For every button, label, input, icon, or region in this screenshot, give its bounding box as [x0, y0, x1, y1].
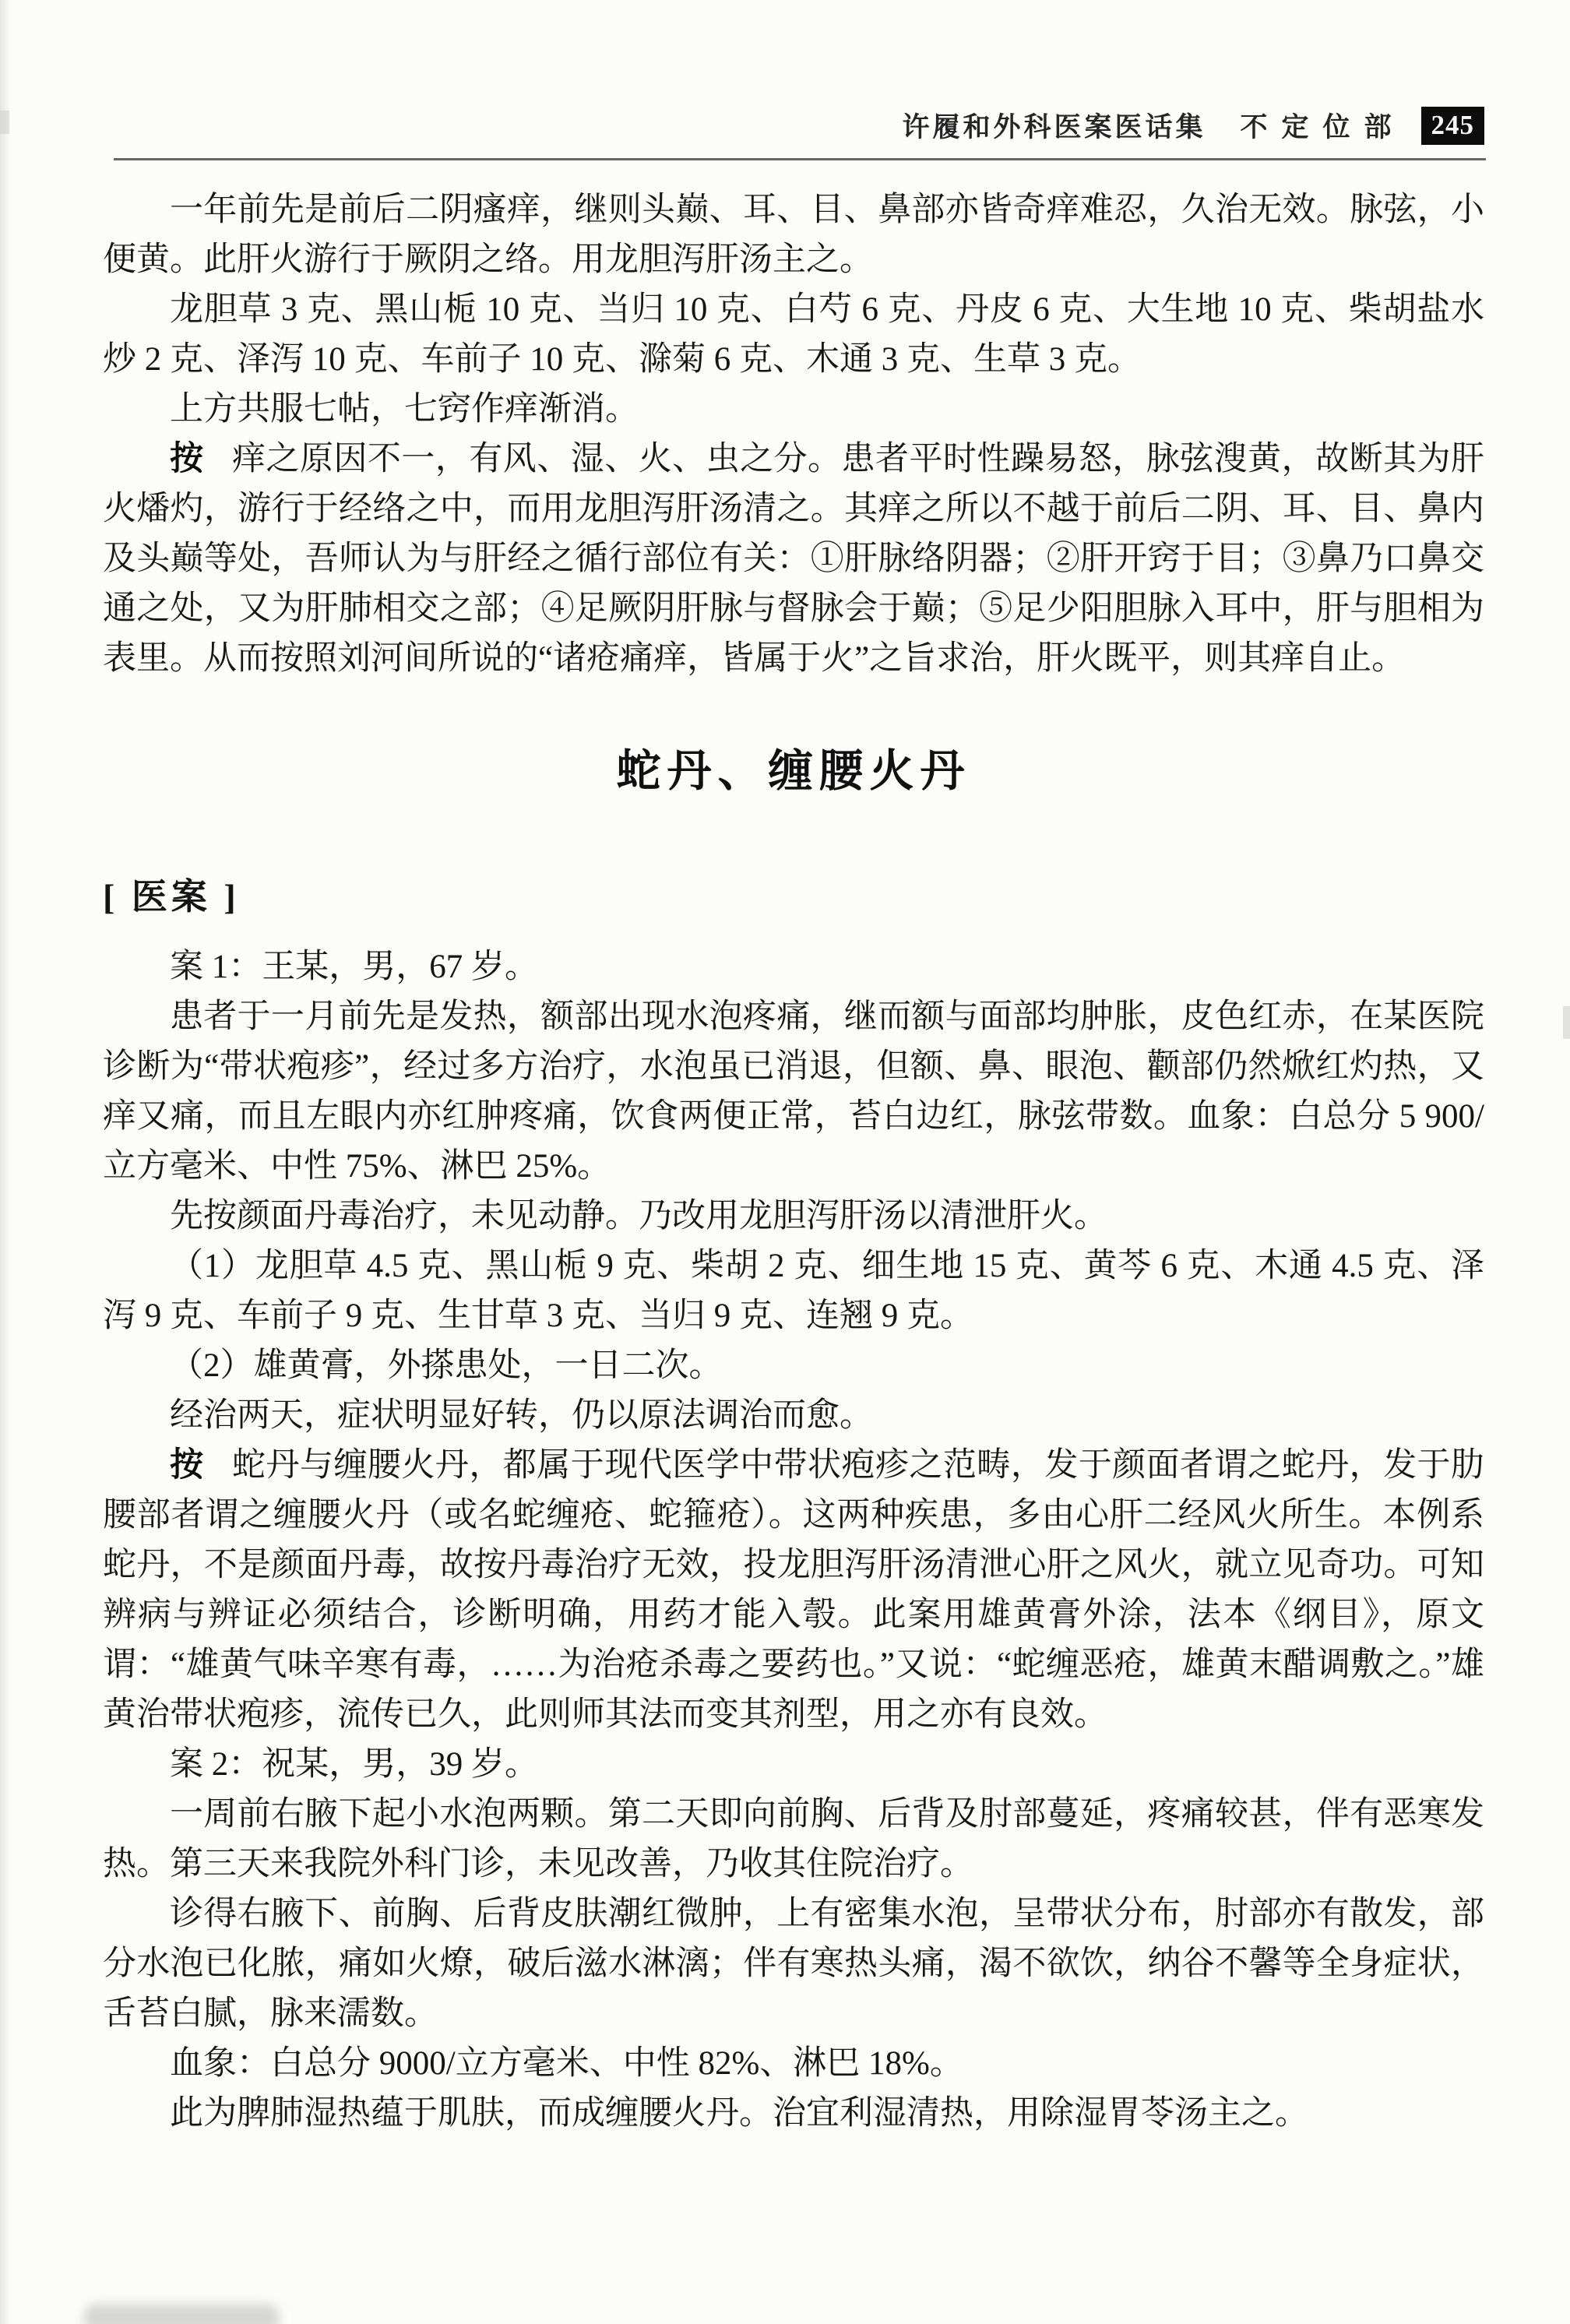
paragraph-text: 龙胆草 3 克、黑山栀 10 克、当归 10 克、白芍 6 克、丹皮 6 克、大生地 10 克、柴胡盐水炒 2 克、泽泻 10 克、车前子 10 克、滁菊 6 克、木通 3 克、生草 3 克。 — [103, 291, 1484, 378]
paragraph — [103, 1341, 1484, 1391]
header-divider — [114, 158, 1486, 160]
scan-artifact-right-tick — [1563, 1006, 1570, 1039]
paragraph-text: 血象：白总分 9000/立方毫米、中性 82%、淋巴 18%。 — [170, 2045, 963, 2082]
paragraph-text: （1）龙胆草 4.5 克、黑山栀 9 克、柴胡 2 克、细生地 15 克、黄芩 6 克、木通 4.5 克、泽泻 9 克、车前子 9 克、生甘草 3 克、当归 9 克、连翘 9 克。 — [103, 1248, 1484, 1334]
page-header — [902, 106, 1484, 145]
scan-artifact-left-tick — [0, 111, 9, 134]
paragraph — [103, 2089, 1484, 2139]
paragraph — [103, 1192, 1484, 1241]
paragraph — [103, 942, 1484, 992]
paragraph — [103, 1241, 1484, 1341]
paragraph-text: 诊得右腋下、前胸、后背皮肤潮红微肿，上有密集水泡，呈带状分布，肘部亦有散发，部分水泡已化脓，痛如火燎，破后滋水淋漓；伴有寒热头痛，渴不欲饮，纳谷不馨等全身症状，舌苔白腻，脉来濡数。 — [103, 1896, 1484, 2032]
paragraph — [103, 185, 1484, 285]
paragraph — [103, 1889, 1484, 2039]
paragraph — [103, 992, 1484, 1192]
case-text-part2 — [103, 942, 1484, 2139]
paragraph — [103, 1790, 1484, 1889]
paragraph — [103, 2039, 1484, 2089]
paragraph-text: 患者于一月前先是发热，额部出现水泡疼痛，继而额与面部均肿胀，皮色红赤，在某医院诊断为“带状疱疹”，经过多方治疗，水泡虽已消退，但额、鼻、眼泡、颧部仍然焮红灼热，又痒又痛，而且左眼内亦红肿疼痛，饮食两便正常，苔白边红，脉弦带数。血象：白总分 5 900/立方毫米、中性 75%、淋巴 25%。 — [103, 998, 1484, 1185]
paragraph-text: 案 1：王某，男，67 岁。 — [170, 949, 538, 985]
scan-artifact-bottom-smudge — [84, 2304, 279, 2324]
section-name: 不定位部 — [1240, 112, 1406, 143]
paragraph — [103, 385, 1484, 435]
paragraph-text: 经治两天，症状明显好转，仍以原法调治而愈。 — [170, 1397, 873, 1434]
case-text-part1 — [103, 185, 1484, 684]
paragraph-text: 案 2：祝某，男，39 岁。 — [170, 1746, 538, 1783]
paragraph-text: 此为脾肺湿热蕴于肌肤，而成缠腰火丹。治宜利湿清热，用除湿胃苓汤主之。 — [170, 2095, 1308, 2132]
paragraph-text: 一周前右腋下起小水泡两颗。第二天即向前胸、后背及肘部蔓延，疼痛较甚，伴有恶寒发热。第三天来我院外科门诊，未见改善，乃收其住院治疗。 — [103, 1796, 1484, 1882]
section-title: 蛇丹、缠腰火丹 — [616, 747, 971, 796]
case-records-label: [ 医案 ] — [103, 877, 240, 917]
paragraph — [103, 1391, 1484, 1441]
scan-artifact-left-edge — [0, 0, 11, 2324]
paragraph-text: 上方共服七帖，七窍作痒渐消。 — [170, 391, 639, 428]
paragraph-text: （2）雄黄膏，外搽患处，一日二次。 — [170, 1347, 723, 1384]
paragraph — [103, 1441, 1484, 1740]
note-label: 按 — [170, 1447, 204, 1484]
page-content — [103, 185, 1484, 2139]
paragraph-text: 痒之原因不一，有风、湿、火、虫之分。患者平时性躁易怒，脉弦溲黄，故断其为肝火燔灼，游行于经络之中，而用龙胆泻肝汤清之。其痒之所以不越于前后二阴、耳、目、鼻内及头巅等处，吾师认为与肝经之循行部位有关：①肝脉络阴器；②肝开窍于目；③鼻乃口鼻交通之处，又为肝肺相交之部；④足厥阴肝脉与督脉会于巅；⑤足少阳胆脉入耳中，肝与胆相为表里。从而按照刘河间所说的“诸疮痛痒，皆属于火”之旨求治，肝火既平，则其痒自止。 — [103, 441, 1485, 677]
note-label: 按 — [170, 441, 204, 477]
book-title: 许履和外科医案医话集 — [902, 112, 1206, 143]
paragraph-text: 蛇丹与缠腰火丹，都属于现代医学中带状疱疹之范畴，发于颜面者谓之蛇丹，发于肋腰部者谓之缠腰火丹（或名蛇缠疮、蛇箍疮）。这两种疾患，多由心肝二经风火所生。本例系蛇丹，不是颜面丹毒，故按丹毒治疗无效，投龙胆泻肝汤清泄心肝之风火，就立见奇功。可知辨病与辨证必须结合，诊断明确，用药才能入彀。此案用雄黄膏外涂，法本《纲目》，原文谓：“雄黄气味辛寒有毒，……为治疮杀毒之要药也。”又说：“蛇缠恶疮，雄黄末醋调敷之。”雄黄治带状疱疹，流传已久，此则师其法而变其剂型，用之亦有良效。 — [103, 1447, 1485, 1733]
paragraph-text: 一年前先是前后二阴瘙痒，继则头巅、耳、目、鼻部亦皆奇痒难忍，久治无效。脉弦，小便黄。此肝火游行于厥阴之络。用龙胆泻肝汤主之。 — [103, 192, 1484, 278]
paragraph-text: 先按颜面丹毒治疗，未见动静。乃改用龙胆泻肝汤以清泄肝火。 — [170, 1198, 1107, 1234]
paragraph — [103, 435, 1484, 684]
page-number-badge: 245 — [1421, 107, 1485, 145]
paragraph — [103, 1740, 1484, 1790]
paragraph — [103, 285, 1484, 385]
